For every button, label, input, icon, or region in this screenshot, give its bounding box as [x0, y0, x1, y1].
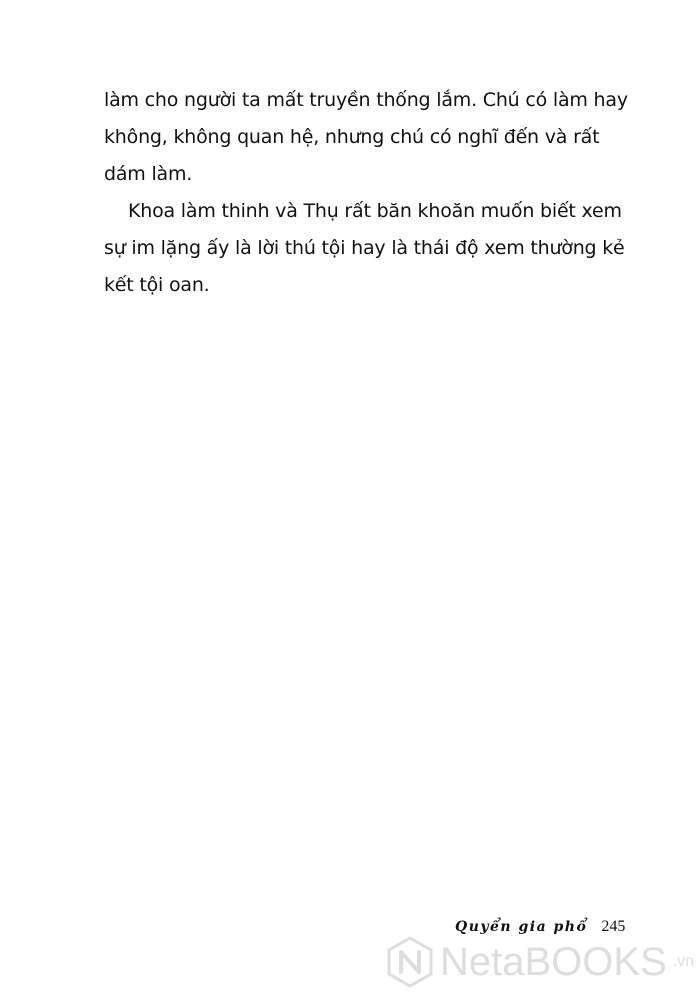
text-line: sự im lặng ấy là lời thú tội hay là thái độ xem thường kẻ: [104, 237, 625, 259]
running-book-title: Quyển gia phổ: [455, 919, 588, 935]
netabooks-watermark: [386, 930, 694, 994]
text-line: kết tội oan.: [104, 274, 210, 296]
text-line: dám làm.: [104, 163, 193, 185]
watermark-suffix-text: .vn: [672, 953, 695, 970]
text-line: không, không quan hệ, nhưng chú có nghĩ đến và rất: [104, 126, 600, 148]
text-line: làm cho người ta mất truyền thống lắm. Chú có làm hay: [104, 89, 628, 111]
page-number: 245: [601, 918, 626, 935]
watermark-brand-text: NetaBOOKS: [440, 940, 667, 984]
text-line: Khoa làm thinh và Thụ rất băn khoăn muốn biết xem: [128, 200, 622, 222]
page-body-text: [104, 82, 628, 304]
netabooks-logo-icon: [386, 936, 434, 988]
